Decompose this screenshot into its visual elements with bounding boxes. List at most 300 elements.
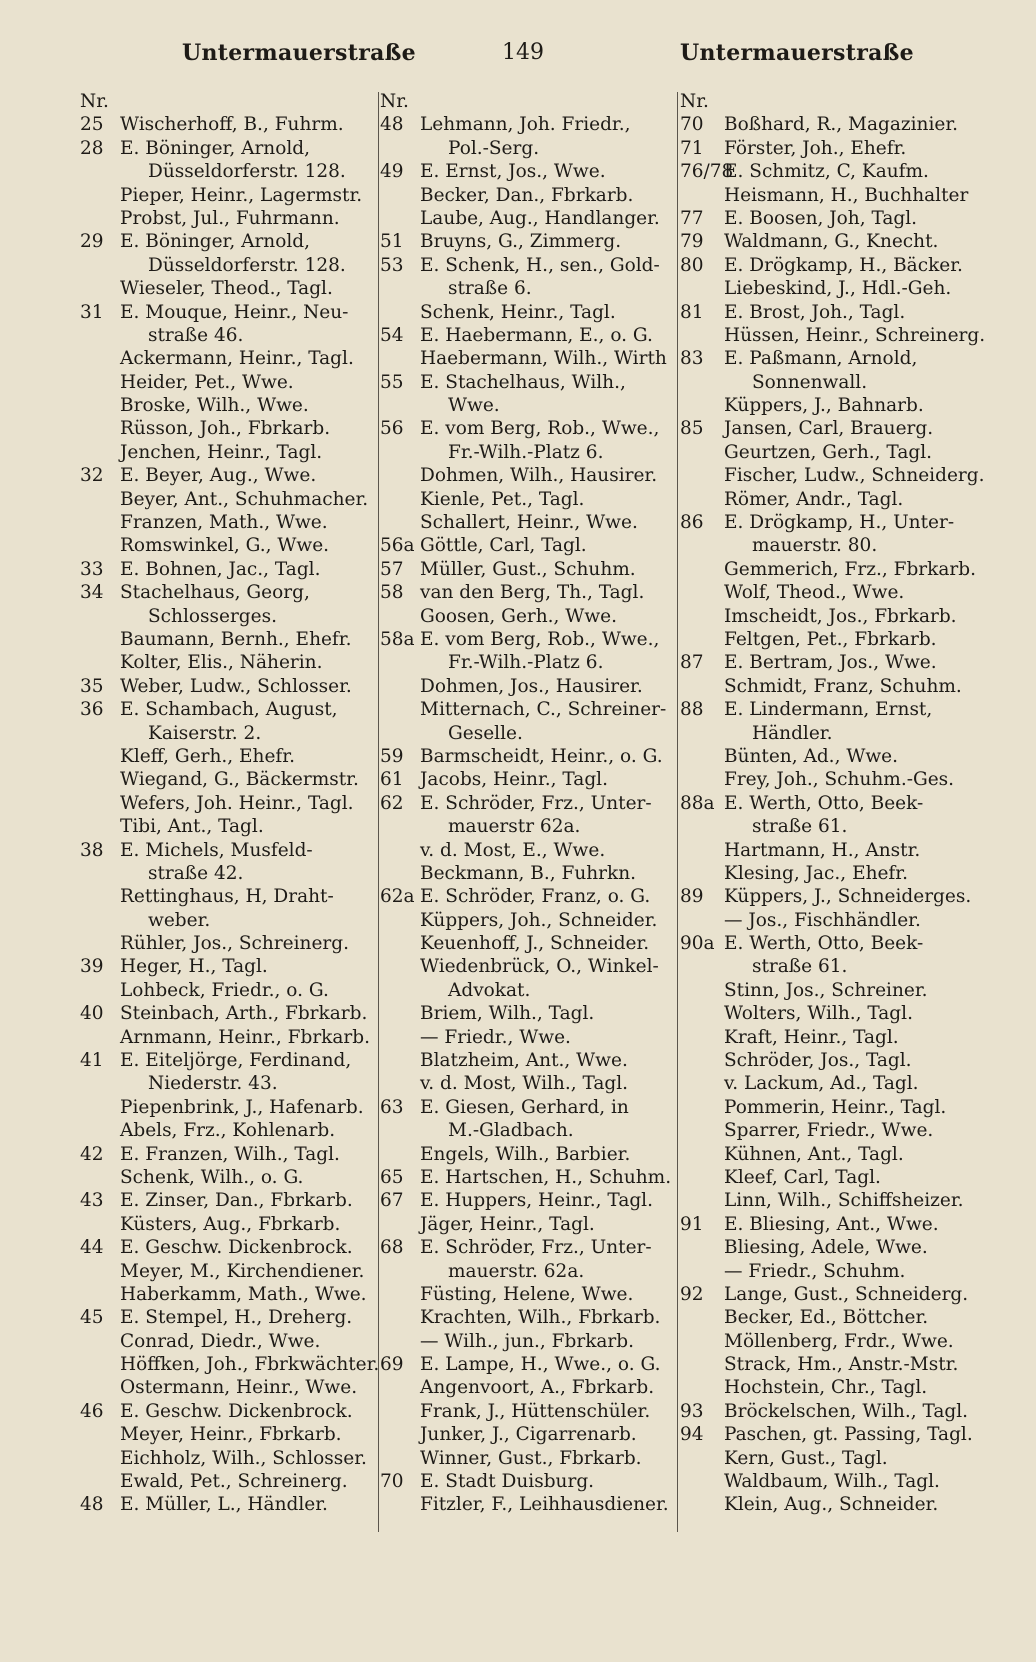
directory-entry: [680, 1119, 990, 1142]
entry-text: E. Mouque, Heinr., Neu-: [120, 301, 349, 323]
entry-text: Wolf, Theod., Wwe.: [724, 582, 905, 604]
entry-text: E. Stachelhaus, Wilh.,: [420, 371, 626, 393]
entry-text: Engels, Wilh., Barbier.: [420, 1143, 631, 1165]
directory-entry: [380, 1049, 670, 1072]
house-number: 32: [80, 465, 104, 487]
entry-text: Fr.-Wilh.-Platz 6.: [448, 441, 604, 463]
entry-text: Paschen, gt. Passing, Tagl.: [724, 1424, 973, 1446]
directory-entry: [680, 581, 990, 604]
entry-text: Jansen, Carl, Brauerg.: [724, 418, 934, 440]
directory-entry: [80, 441, 380, 464]
directory-entry: [80, 698, 380, 721]
directory-entry: [680, 113, 990, 136]
entry-text: Lehmann, Joh. Friedr.,: [420, 114, 631, 136]
house-number: 70: [680, 114, 704, 136]
directory-entry: [380, 909, 670, 932]
directory-entry: [80, 1493, 380, 1516]
entry-text: Rüsson, Joh., Fbrkarb.: [120, 418, 331, 440]
house-number: 65: [380, 1166, 404, 1188]
entry-text: Geselle.: [448, 722, 523, 744]
directory-entry: [380, 979, 670, 1002]
entry-text: E. Schröder, Frz., Unter-: [420, 1237, 652, 1259]
entry-text: Müller, Gust., Schuhm.: [420, 558, 636, 580]
entry-text: Baumann, Bernh., Ehefr.: [120, 628, 352, 650]
entry-text: Wiedenbrück, O., Winkel-: [420, 956, 659, 978]
entry-text: Pol.-Serg.: [448, 137, 540, 159]
directory-entry: [680, 324, 990, 347]
directory-entry: [680, 1330, 990, 1353]
entry-text: E. Müller, L., Händler.: [120, 1494, 328, 1516]
entry-text: E. Franzen, Wilh., Tagl.: [120, 1143, 340, 1165]
directory-entry: [680, 1096, 990, 1119]
directory-entry: [680, 90, 990, 113]
directory-entry: [680, 488, 990, 511]
directory-entry: [80, 1049, 380, 1072]
directory-entry: [380, 1447, 670, 1470]
directory-entry: [80, 1283, 380, 1306]
entry-text: Sparrer, Friedr., Wwe.: [724, 1120, 934, 1142]
directory-column-1: [80, 90, 380, 1517]
entry-text: — Jos., Fischhändler.: [724, 909, 921, 931]
directory-entry: [380, 160, 670, 183]
house-number: 36: [80, 699, 104, 721]
directory-entry: [680, 1423, 990, 1446]
house-number: 40: [80, 1003, 104, 1025]
entry-text: Broske, Wilh., Wwe.: [120, 395, 309, 417]
directory-entry: [380, 745, 670, 768]
house-number: 94: [680, 1424, 704, 1446]
directory-entry: [380, 862, 670, 885]
directory-entry: [80, 301, 380, 324]
entry-text: Kleff, Gerh., Ehefr.: [120, 745, 295, 767]
entry-text: Linn, Wilh., Schiffsheizer.: [724, 1190, 964, 1212]
directory-entry: [80, 254, 380, 277]
entry-text: Weber, Ludw., Schlosser.: [120, 675, 352, 697]
directory-entry: [380, 207, 670, 230]
entry-text: Waldmann, G., Knecht.: [724, 231, 939, 253]
entry-text: mauerstr. 62a.: [448, 1260, 585, 1282]
directory-entry: [380, 698, 670, 721]
directory-entry: [80, 1096, 380, 1119]
directory-entry: [380, 1306, 670, 1329]
entry-text: straße 6.: [448, 278, 532, 300]
entry-text: Frank, J., Hüttenschüler.: [420, 1400, 651, 1422]
entry-text: E. Boosen, Joh, Tagl.: [724, 207, 918, 229]
directory-entry: [80, 534, 380, 557]
entry-text: straße 61.: [752, 956, 848, 978]
house-number: 93: [680, 1400, 704, 1422]
entry-text: E. Zinser, Dan., Fbrkarb.: [120, 1190, 353, 1212]
entry-text: Meyer, M., Kirchendiener.: [120, 1260, 365, 1282]
entry-text: Wefers, Joh. Heinr., Tagl.: [120, 792, 354, 814]
house-number: 29: [80, 231, 104, 253]
directory-entry: [680, 1143, 990, 1166]
directory-entry: [380, 1260, 670, 1283]
house-number: 56a: [380, 535, 415, 557]
house-number: 53: [380, 254, 404, 276]
directory-entry: [380, 815, 670, 838]
directory-entry: [680, 230, 990, 253]
directory-entry: [80, 160, 380, 183]
house-number: 54: [380, 324, 404, 346]
entry-text: Winner, Gust., Fbrkarb.: [420, 1447, 642, 1469]
directory-entry: [380, 1493, 670, 1516]
directory-entry: [80, 955, 380, 978]
directory-entry: [680, 815, 990, 838]
entry-text: Eichholz, Wilh., Schlosser.: [120, 1447, 367, 1469]
directory-entry: [80, 1002, 380, 1025]
entry-text: Laube, Aug., Handlanger.: [420, 207, 660, 229]
directory-entry: [680, 1306, 990, 1329]
directory-entry: [80, 1166, 380, 1189]
directory-entry: [380, 1283, 670, 1306]
directory-entry: [680, 979, 990, 1002]
house-number: 83: [680, 348, 704, 370]
entry-text: Probst, Jul., Fuhrmann.: [120, 207, 340, 229]
directory-entry: [680, 511, 990, 534]
entry-text: Heider, Pet., Wwe.: [120, 371, 294, 393]
directory-entry: [680, 1166, 990, 1189]
directory-entry: [380, 1423, 670, 1446]
directory-entry: [80, 605, 380, 628]
entry-text: E. Werth, Otto, Beek-: [724, 933, 924, 955]
directory-entry: [80, 722, 380, 745]
entry-text: Küppers, Joh., Schneider.: [420, 909, 658, 931]
entry-text: Kraft, Heinr., Tagl.: [724, 1026, 899, 1048]
house-number: 88a: [680, 792, 715, 814]
entry-text: mauerstr. 80.: [752, 535, 878, 557]
directory-entry: [680, 1189, 990, 1212]
directory-entry: [80, 1236, 380, 1259]
directory-entry: [80, 815, 380, 838]
house-number: 38: [80, 839, 104, 861]
entry-text: Fitzler, F., Leihhausdiener.: [420, 1494, 669, 1516]
entry-text: Niederstr. 43.: [148, 1073, 278, 1095]
entry-text: E. Geschw. Dickenbrock.: [120, 1400, 353, 1422]
directory-entry: [680, 745, 990, 768]
entry-text: Junker, J., Cigarrenarb.: [420, 1424, 637, 1446]
directory-entry: [380, 324, 670, 347]
directory-entry: [80, 1376, 380, 1399]
entry-text: weber.: [148, 909, 211, 931]
directory-entry: [680, 651, 990, 674]
entry-text: Bünten, Ad., Wwe.: [724, 745, 899, 767]
entry-text: E. Schröder, Franz, o. G.: [420, 886, 651, 908]
entry-text: Küppers, J., Schneiderges.: [724, 886, 972, 908]
entry-text: Schröder, Jos., Tagl.: [724, 1050, 912, 1072]
entry-text: Klein, Aug., Schneider.: [724, 1494, 939, 1516]
directory-entry: [680, 464, 990, 487]
house-number: 79: [680, 231, 704, 253]
entry-text: Bröckelschen, Wilh., Tagl.: [724, 1400, 969, 1422]
house-number: 48: [380, 114, 404, 136]
directory-entry: [380, 651, 670, 674]
house-number: 87: [680, 652, 704, 674]
directory-entry: [380, 1026, 670, 1049]
entry-text: Imscheidt, Jos., Fbrkarb.: [724, 605, 957, 627]
entry-text: E. Drögkamp, H., Bäcker.: [724, 254, 963, 276]
entry-text: E. Schenk, H., sen., Gold-: [420, 254, 660, 276]
entry-text: M.-Gladbach.: [448, 1120, 574, 1142]
directory-entry: [680, 1260, 990, 1283]
directory-entry: [680, 1236, 990, 1259]
directory-entry: [80, 1213, 380, 1236]
entry-text: E. Eiteljörge, Ferdinand,: [120, 1050, 352, 1072]
directory-entry: [80, 1143, 380, 1166]
directory-entry: [80, 558, 380, 581]
house-number: 51: [380, 231, 404, 253]
directory-entry: [680, 885, 990, 908]
directory-entry: [380, 1470, 670, 1493]
entry-text: Goosen, Gerh., Wwe.: [420, 605, 617, 627]
entry-text: E. Paßmann, Arnold,: [724, 348, 918, 370]
entry-text: van den Berg, Th., Tagl.: [420, 582, 645, 604]
directory-entry: [80, 628, 380, 651]
directory-entry: [380, 441, 670, 464]
house-number: 91: [680, 1213, 704, 1235]
house-number: 67: [380, 1190, 404, 1212]
entry-text: Wwe.: [448, 395, 500, 417]
directory-entry: [80, 394, 380, 417]
directory-entry: [680, 254, 990, 277]
directory-entry: [80, 184, 380, 207]
entry-text: Sonnenwall.: [752, 371, 868, 393]
entry-text: Lange, Gust., Schneiderg.: [724, 1283, 969, 1305]
house-number: 55: [380, 371, 404, 393]
entry-text: Waldbaum, Wilh., Tagl.: [724, 1471, 940, 1493]
entry-text: Schmidt, Franz, Schuhm.: [724, 675, 962, 697]
entry-text: — Wilh., jun., Fbrkarb.: [420, 1330, 634, 1352]
entry-text: E. Böninger, Arnold,: [120, 231, 311, 253]
entry-text: Jacobs, Heinr., Tagl.: [420, 769, 608, 791]
house-number: 58a: [380, 628, 415, 650]
entry-text: E. Bertram, Jos., Wwe.: [724, 652, 937, 674]
entry-text: E. vom Berg, Rob., Wwe.,: [420, 418, 660, 440]
directory-entry: [380, 605, 670, 628]
directory-entry: [380, 1072, 670, 1095]
directory-entry: [380, 1330, 670, 1353]
directory-entry: [380, 394, 670, 417]
entry-text: Kühnen, Ant., Tagl.: [724, 1143, 904, 1165]
directory-entry: [380, 1353, 670, 1376]
entry-text: E. Haebermann, E., o. G.: [420, 324, 653, 346]
directory-entry: [380, 1002, 670, 1025]
house-number: 88: [680, 699, 704, 721]
directory-entry: [380, 301, 670, 324]
entry-text: Nr.: [680, 91, 709, 112]
entry-text: E. Böninger, Arnold,: [120, 137, 311, 159]
entry-text: Keuenhoff, J., Schneider.: [420, 933, 650, 955]
entry-text: Tibi, Ant., Tagl.: [120, 816, 264, 838]
entry-text: Kaiserstr. 2.: [148, 722, 262, 744]
house-number: 71: [680, 137, 704, 159]
directory-entry: [80, 1260, 380, 1283]
house-number: 34: [80, 582, 104, 604]
directory-entry: [380, 371, 670, 394]
house-number: 44: [80, 1237, 104, 1259]
house-number: 42: [80, 1143, 104, 1165]
house-number: 77: [680, 207, 704, 229]
house-number: 28: [80, 137, 104, 159]
entry-text: v. d. Most, E., Wwe.: [420, 839, 606, 861]
directory-entry: [80, 324, 380, 347]
entry-text: Wischerhoff, B., Fuhrm.: [120, 114, 344, 136]
directory-entry: [380, 113, 670, 136]
directory-entry: [380, 417, 670, 440]
house-number: 62a: [380, 886, 415, 908]
house-number: 70: [380, 1471, 404, 1493]
directory-entry: [680, 137, 990, 160]
entry-text: Römer, Andr., Tagl.: [724, 488, 904, 510]
directory-entry: [80, 862, 380, 885]
directory-entry: [680, 955, 990, 978]
directory-entry: [80, 1306, 380, 1329]
directory-entry: [80, 675, 380, 698]
directory-entry: [380, 628, 670, 651]
entry-text: Strack, Hm., Anstr.-Mstr.: [724, 1354, 959, 1376]
directory-entry: [380, 581, 670, 604]
entry-text: Nr.: [80, 91, 109, 112]
directory-entry: [680, 1049, 990, 1072]
directory-entry: [680, 1376, 990, 1399]
entry-text: Wolters, Wilh., Tagl.: [724, 1003, 913, 1025]
entry-text: Händler.: [752, 722, 833, 744]
entry-text: Liebeskind, J., Hdl.-Geh.: [724, 278, 952, 300]
directory-entry: [680, 1002, 990, 1025]
house-number: 76/78: [680, 161, 734, 183]
entry-text: E. Stempel, H., Dreherg.: [120, 1307, 353, 1329]
directory-entry: [380, 722, 670, 745]
house-number: 90a: [680, 933, 715, 955]
directory-entry: [380, 1400, 670, 1423]
house-number: 49: [380, 161, 404, 183]
entry-text: Ostermann, Heinr., Wwe.: [120, 1377, 358, 1399]
entry-text: Kleef, Carl, Tagl.: [724, 1166, 881, 1188]
entry-text: Rühler, Jos., Schreinerg.: [120, 933, 349, 955]
directory-entry: [80, 1447, 380, 1470]
entry-text: Fr.-Wilh.-Platz 6.: [448, 652, 604, 674]
directory-entry: [80, 932, 380, 955]
entry-text: Romswinkel, G., Wwe.: [120, 535, 330, 557]
house-number: 63: [380, 1096, 404, 1118]
entry-text: Füsting, Helene, Wwe.: [420, 1283, 634, 1305]
directory-entry: [80, 488, 380, 511]
directory-entry: [680, 839, 990, 862]
directory-entry: [680, 1400, 990, 1423]
house-number: 62: [380, 792, 404, 814]
directory-entry: [680, 909, 990, 932]
directory-entry: [380, 347, 670, 370]
entry-text: Heger, H., Tagl.: [120, 956, 268, 978]
directory-entry: [80, 909, 380, 932]
entry-text: E. Geschw. Dickenbrock.: [120, 1237, 353, 1259]
directory-entry: [680, 207, 990, 230]
entry-text: Geurtzen, Gerh., Tagl.: [724, 441, 932, 463]
entry-text: Göttle, Carl, Tagl.: [420, 535, 587, 557]
entry-text: Förster, Joh., Ehefr.: [724, 137, 907, 159]
directory-entry: [680, 1470, 990, 1493]
directory-entry: [80, 839, 380, 862]
entry-text: Lohbeck, Friedr., o. G.: [120, 979, 329, 1001]
directory-entry: [80, 1470, 380, 1493]
directory-entry: [80, 371, 380, 394]
entry-text: Düsseldorferstr. 128.: [148, 161, 346, 183]
directory-entry: [80, 113, 380, 136]
directory-entry: [380, 768, 670, 791]
entry-text: Boßhard, R., Magazinier.: [724, 114, 959, 136]
house-number: 39: [80, 956, 104, 978]
entry-text: Dohmen, Jos., Hausirer.: [420, 675, 643, 697]
entry-text: E. Bliesing, Ant., Wwe.: [724, 1213, 939, 1235]
entry-text: Ewald, Pet., Schreinerg.: [120, 1471, 348, 1493]
entry-text: E. Giesen, Gerhard, in: [420, 1096, 629, 1118]
house-number: 69: [380, 1354, 404, 1376]
running-head-right: Untermauerstraße: [680, 40, 914, 66]
directory-entry: [380, 932, 670, 955]
directory-entry: [680, 277, 990, 300]
directory-entry: [680, 558, 990, 581]
directory-entry: [680, 768, 990, 791]
directory-entry: [80, 137, 380, 160]
entry-text: Gemmerich, Frz., Fbrkarb.: [724, 558, 976, 580]
directory-entry: [380, 955, 670, 978]
directory-entry: [80, 979, 380, 1002]
directory-entry: [80, 1026, 380, 1049]
house-number: 56: [380, 418, 404, 440]
entry-text: Barmscheidt, Heinr., o. G.: [420, 745, 663, 767]
entry-text: Bruyns, G., Zimmerg.: [420, 231, 622, 253]
entry-text: Mitternach, C., Schreiner-: [420, 699, 667, 721]
house-number: 43: [80, 1190, 104, 1212]
entry-text: Arnmann, Heinr., Fbrkarb.: [120, 1026, 370, 1048]
entry-text: Möllenberg, Frdr., Wwe.: [724, 1330, 954, 1352]
directory-entry: [80, 347, 380, 370]
house-number: 57: [380, 558, 404, 580]
entry-text: Angenvoort, A., Fbrkarb.: [420, 1377, 655, 1399]
directory-entry: [380, 1096, 670, 1119]
directory-column-2: [380, 90, 670, 1517]
directory-entry: [680, 371, 990, 394]
page-header: [0, 40, 1036, 76]
house-number: 92: [680, 1283, 704, 1305]
entry-text: Piepenbrink, J., Hafenarb.: [120, 1096, 364, 1118]
entry-text: Düsseldorferstr. 128.: [148, 254, 346, 276]
directory-entry: [380, 230, 670, 253]
directory-entry: [680, 605, 990, 628]
directory-entry: [80, 1072, 380, 1095]
entry-text: Küsters, Aug., Fbrkarb.: [120, 1213, 341, 1235]
house-number: 33: [80, 558, 104, 580]
entry-text: Hochstein, Chr., Tagl.: [724, 1377, 928, 1399]
entry-text: Jäger, Heinr., Tagl.: [420, 1213, 595, 1235]
page-number: 149: [502, 40, 544, 65]
entry-text: E. Brost, Joh., Tagl.: [724, 301, 906, 323]
house-number: 61: [380, 769, 404, 791]
directory-entry: [680, 1026, 990, 1049]
entry-text: E. Lampe, H., Wwe., o. G.: [420, 1354, 661, 1376]
house-number: 41: [80, 1050, 104, 1072]
directory-entry: [80, 417, 380, 440]
entry-text: Heismann, H., Buchhalter: [724, 184, 969, 206]
directory-entry: [680, 160, 990, 183]
entry-text: Stachelhaus, Georg,: [120, 582, 310, 604]
directory-entry: [680, 347, 990, 370]
directory-entry: [680, 1213, 990, 1236]
column-divider: [677, 92, 678, 1532]
directory-entry: [380, 1119, 670, 1142]
entry-text: straße 42.: [148, 862, 244, 884]
entry-text: v. d. Most, Wilh., Tagl.: [420, 1073, 629, 1095]
